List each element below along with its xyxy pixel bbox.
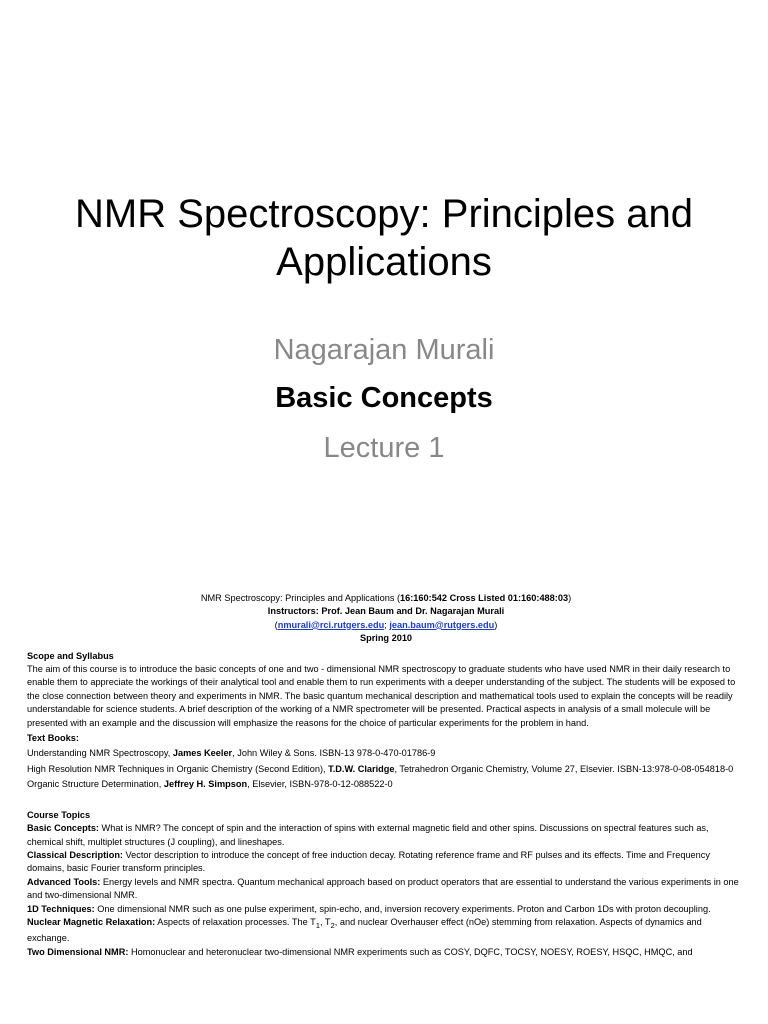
- topic-item: Basic Concepts: What is NMR? The concept of spin and the interaction of spins with external magnetic field and other spins. Discussions on spectral features such as, chemical shift, multiplet structures (J coupling), and lineshapes.: [27, 823, 709, 847]
- email-link-murali[interactable]: nmurali@rci.rutgers.edu: [277, 619, 385, 630]
- topic-item: Classical Description: Vector description to introduce the concept of free induction decay. Rotating reference frame and RF pulses and its effects. Time and Frequency domains, basic Fourier transform principles.: [27, 849, 710, 874]
- book-item: High Resolution NMR Techniques in Organic Chemistry (Second Edition), T.D.W. Claridge, Tetrahedron Organic Chemistry, Volume 27, Elsevier. ISBN-13:978-0-08-054818-0: [27, 763, 734, 774]
- slide-title: NMR Spectroscopy: Principles and Applications: [74, 192, 694, 284]
- scope-paragraph: The aim of this course is to introduce the basic concepts of one and two - dimensional NMR spectroscopy to graduate students who have used NMR in their daily research to enable them to appreciate the workings of their analytical tool and enable them to run experiments with a deeper understanding of the subject. The students will be exposed to the close connection between theory and experiments in NMR. The basic quantum mechanical description and mathematical tools used to explain the concepts will be readily understandable for science students. A brief description of the working of a NMR spectrometer will be presented. Practical aspects in analysis of a small molecule will be presented with an example and the discussion will emphasize the reasons for the choice of particular experiments for the problem in hand.: [27, 664, 736, 728]
- book-item: Organic Structure Determination, Jeffrey H. Simpson, Elsevier, ISBN-978-0-12-088522-0: [27, 779, 393, 790]
- scope-heading: Scope and Syllabus: [27, 650, 114, 661]
- course-code: 16:160:542 Cross Listed 01:160:488:03: [400, 593, 569, 603]
- books-heading: Text Books:: [27, 733, 79, 744]
- email-link-baum[interactable]: jean.baum@rutgers.edu: [389, 619, 495, 630]
- topic-item: Nuclear Magnetic Relaxation: Aspects of relaxation processes. The $T_1$, $T_2$, and nuclear Overhauser effect (nOe) stemming from relaxation. Aspects of dynamics and exchange.: [27, 916, 702, 944]
- slide-author: Nagarajan Murali: [273, 334, 495, 366]
- book-item: Understanding NMR Spectroscopy, James Keeler, John Wiley & Sons. ISBN-13 978-0-470-01786-9: [27, 748, 436, 759]
- topics-heading: Course Topics: [27, 809, 91, 820]
- syllabus-document: [27, 592, 745, 959]
- slide-subtitle: Basic Concepts: [275, 382, 493, 414]
- course-title-line: NMR Spectroscopy: Principles and Applications (16:160:542 Cross Listed 01:160:488:03): [200, 593, 572, 603]
- email-line: (nmurali@rci.rutgers.edu; jean.baum@rutgers.edu): [274, 619, 498, 630]
- topic-item: 1D Techniques: One dimensional NMR such as one pulse experiment, spin-echo, and, inversion recovery experiments. Proton and Carbon 1Ds with proton decoupling.: [27, 903, 711, 914]
- topic-item: Two Dimensional NMR: Homonuclear and heteronuclear two-dimensional NMR experiments such as COSY, DQFC, TOCSY, NOESY, ROESY, HSQC, HMQC, and: [27, 946, 693, 957]
- topic-item: Advanced Tools: Energy levels and NMR spectra. Quantum mechanical approach based on product operators that are essential to understand the various experiments in one and two-dimensional NMR.: [27, 876, 739, 901]
- lecture-number: Lecture 1: [323, 432, 445, 464]
- term-line: Spring 2010: [359, 633, 413, 644]
- instructors-line: Instructors: Prof. Jean Baum and Dr. Nagarajan Murali: [267, 606, 505, 617]
